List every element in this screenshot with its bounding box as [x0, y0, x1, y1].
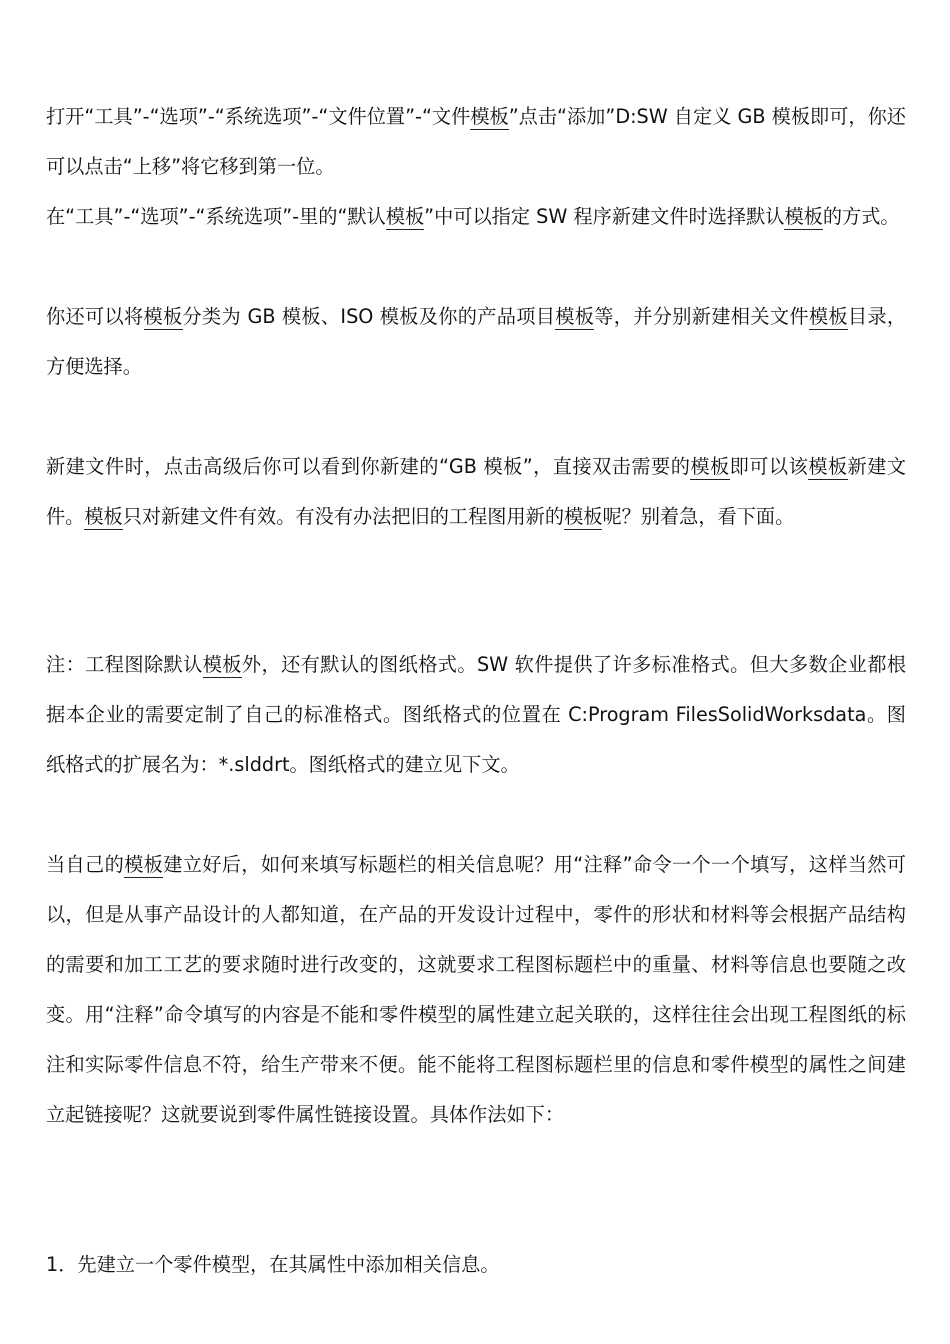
- text-run: 只对新建文件有效。有没有办法把旧的工程图用新的: [122, 505, 565, 528]
- text-run: 的方式。: [822, 205, 900, 228]
- paragraph-template-location: [46, 92, 906, 192]
- text-run: 新建文件时，点击高级后你可以看到你新建的“GB 模板”，直接双击需要的: [46, 455, 691, 478]
- paragraph-default-template: [46, 192, 906, 242]
- text-run: 呢？别着急，看下面。: [602, 505, 795, 528]
- paragraph-template-categories: [46, 292, 906, 392]
- paragraph-new-file: [46, 442, 906, 542]
- text-run: 新建文件。: [46, 455, 907, 528]
- text-run: 分类为 GB 模板、ISO 模板及你的产品项目: [182, 305, 556, 328]
- text-run: 目录，方便选择。: [46, 305, 907, 378]
- paragraph-title-block: [46, 840, 906, 1140]
- underlined-term: 模板: [808, 455, 848, 478]
- text-run: ”点击“添加”D:SW 自定义 GB 模板即可，你还可以点击“上移”将它移到第一位。: [46, 105, 906, 178]
- paragraph-note-sheet-format: [46, 640, 906, 790]
- underlined-term: 模板: [690, 455, 730, 478]
- text-run: 等，并分别新建相关文件: [594, 305, 809, 328]
- text-run: 你还可以将: [46, 305, 144, 328]
- text-run: 注：工程图除默认: [46, 653, 203, 676]
- underlined-term: 模板: [555, 305, 595, 328]
- text-run: 打开“工具”-“选项”-“系统选项”-“文件位置”-“文件: [46, 105, 471, 128]
- underlined-term: 模板: [385, 205, 425, 228]
- text-run: ”中可以指定 SW 程序新建文件时选择默认: [424, 205, 785, 228]
- text-run: 1．先建立一个零件模型，在其属性中添加相关信息。: [46, 1253, 500, 1276]
- text-run: 当自己的: [46, 853, 125, 876]
- underlined-term: 模板: [784, 205, 823, 228]
- text-run: 建立好后，如何来填写标题栏的相关信息呢？用“注释”命令一个一个填写，这样当然可以，但是从事产品设计的人都知道，在产品的开发设计过程中，零件的形状和材料等会根据产品结构的需要和加工工艺的要求随时进行改变的，这就要求工程图标题栏中的重量、材料等信息也要随之改变。用“注释”命令填写的内容是不能和零件模型的属性建立起关联的，这样往往会出现工程图纸的标注和实际零件信息不符，给生产带来不便。能不能将工程图标题栏里的信息和零件模型的属性之间建立起链接呢？这就要说到零件属性链接设置。具体作法如下：: [46, 853, 906, 1126]
- underlined-term: 模板: [143, 305, 183, 328]
- underlined-term: 模板: [124, 853, 164, 876]
- underlined-term: 模板: [470, 105, 509, 128]
- underlined-term: 模板: [564, 505, 603, 528]
- underlined-term: 模板: [808, 305, 848, 328]
- underlined-term: 模板: [84, 505, 123, 528]
- text-run: 外，还有默认的图纸格式。SW 软件提供了许多标准格式。但大多数企业都根据本企业的需要定制了自己的标准格式。图纸格式的位置在 C:Program FilesSolidWorksdata。图纸格式的扩展名为：*.slddrt。图纸格式的建立见下文。: [46, 653, 907, 776]
- text-run: 即可以该: [729, 455, 809, 478]
- paragraph-step-1: [46, 1240, 906, 1290]
- underlined-term: 模板: [202, 653, 242, 676]
- text-run: 在“工具”-“选项”-“系统选项”-里的“默认: [46, 205, 386, 228]
